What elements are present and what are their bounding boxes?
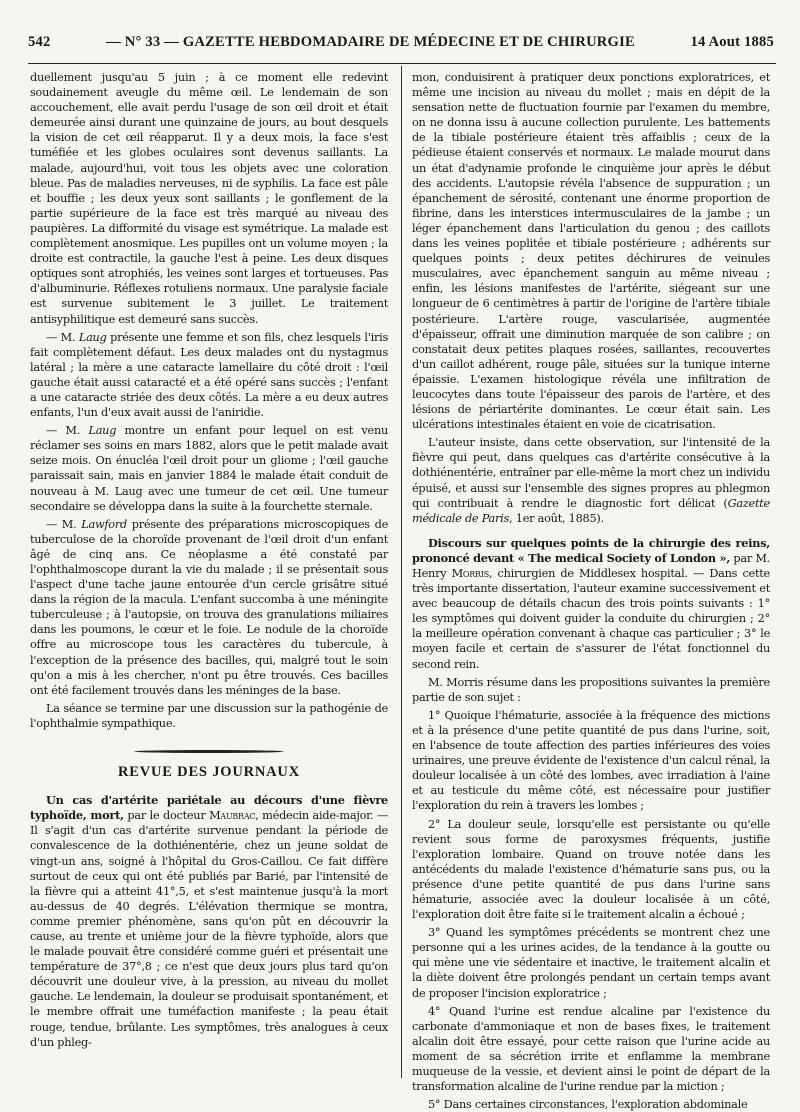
section-title: REVUE DES JOURNAUX [118, 764, 300, 781]
paragraph-body: présente des préparations microscopiques de tuberculose de la choroïde provenant de l'œil droit d'un enfant âgé de cinq ans. Ce néoplasme a été constaté par l'ophthalmoscope durant la vie du malade ; il se présentait sous l'aspect d'une tache jaune entourée d'un cercle grisâtre situé dans la région de la macula. L'enfant succomba à une méningite tuberculeuse ; à l'autopsie, on trouva des granulations miliaires dans les poumons, le cœur et le foie. Le nodule de la choroïde offre au microscope tous les caractères du tubercule, à l'exception de la présence des bacilles, qui, malgré tout le soin qu'on a mis à les chercher, n'ont pu être trouvés. Ces bacilles ont été facilement trouvés dans les méninges de la base. [30, 517, 389, 697]
byline-text: par M. Henry [412, 551, 770, 580]
paragraph: M. Morris résume dans les propositions suivantes la première partie de son sujet : [412, 675, 770, 704]
person-name: Laug [88, 424, 117, 438]
section-separator [134, 750, 284, 753]
list-item: 1° Quoique l'hématurie, associée à la fréquence des mictions et à la présence d'une petite quantité de pus dans l'urine, soit, en l'absence de toute affection des parties inférieures des voies urinaires, une preuve évidente de l'existence d'un calcul rénal, la douleur localisée à un côté des lombes, avec irradiation à l'aine et au testicule du même côté, est nécessaire pour justifier l'exploration du rein à travers les lombes ; [412, 708, 770, 813]
issue-date: 14 Aout 1885 [690, 34, 774, 50]
person-name: Lawford [81, 517, 127, 531]
paragraph-lead: — M. [46, 517, 82, 531]
list-item: 5° Dans certaines circonstances, l'exploration abdominale [428, 1098, 748, 1112]
list-item: 3° Quand les symptômes précédents se montrent chez une personne qui a les urines acides, de la tendance à la goutte ou qui mène une vie sédentaire et inactive, le traitement alcalin et la diète doivent être prolongés pendant un certain temps avant de proposer l'incision exploratrice ; [412, 926, 770, 1000]
paragraph: duellement jusqu'au 5 juin ; à ce moment elle redevint soudainement aveugle du même œil. Le lendemain de son accouchement, elle avait perdu l'usage de son œil droit et était demeurée ainsi durant une quinzaine de jours, au bout desquels la vision de cet œil réapparut. Il y a deux mois, la face s'est tuméfiée et les globes oculaires sont devenus saillants. La malade, aujourd'hui, voit tous les objets avec une coloration bleue. Pas de maladies nerveuses, ni de syphilis. La face est pâle et bouffie ; les deux yeux sont saillants ; le gonflement de la partie supérieure de la face est très marqué au niveau des paupières. La difformité du visage est symétrique. La malade est complètement anosmique. Les pupilles ont un volume moyen ; la droite est contractile, la gauche l'est à peine. Les deux disques optiques sont atrophiés, les veines sont larges et tortueuses. Pas d'albuminurie. Réflexes rotuliens normaux. Une paralysie faciale est survenue subitement le 3 juillet. Le traitement antisyphilitique est demeuré sans succès. [30, 71, 388, 326]
list-item: 4° Quand l'urine est rendue alcaline par l'existence du carbonate d'ammoniaque et non de bases fixes, le traitement alcalin doit être essayé, pour cette raison que l'urine acide au moment de sa sécrétion irrite et enflamme la membrane muqueuse de la vessie, et devient ainsi le point de départ de la transformation alcaline de l'urine rendue par la miction ; [412, 1004, 770, 1094]
paragraph-lead: — M. [46, 330, 79, 344]
paragraph-body: , médecin aide-major. — Il s'agit d'un cas d'artérite survenue pendant la période de convalescence de la dothiénentérie, chez un jeune soldat de vingt-un ans, soigné à l'hôpital du Gros-Caillou. Ce fait diffère surtout de ceux qui ont été publiés par Barié, par l'intensité de la fièvre qui a atteint 41°,5, et s'est maintenue jusqu'à la mort au-dessus de 40 degrés. L'élévation thermique se montra, comme premier phénomène, sans qu'on pût en découvrir la cause, au trente et unième jour de la fièvre typhoïde, alors que le malade pouvait être considéré comme guéri et présentait une température de 37°,8 ; ce n'est que deux jours plus tard qu'on découvrit une douleur vive, à la pression, au niveau du mollet gauche. Le lendemain, la douleur se produisait spontanément, et le membre offrait une tuméfaction manifeste ; la peau était rouge, tendue, brûlante. Les symptômes, très analogues à ceux d'un phleg- [30, 809, 389, 1049]
person-name: Laug [78, 330, 107, 344]
author-name: Maubrac [209, 809, 256, 823]
list-item: 2° La douleur seule, lorsqu'elle est persistante ou qu'elle revient sous forme de paroxysmes fréquents, justifie l'exploration lombaire. Quand on trouve notée dans les antécédents du malade l'existence d'hématurie sans pus, ou la présence d'une petite quantité de pus dans l'urine sans hématurie, associée avec la douleur localisée à un côté, l'exploration doit être faite si le traitement alcalin a échoué ; [412, 817, 770, 922]
paragraph-body: présente une femme et son fils, chez lesquels l'iris fait complètement défaut. Les deux malades ont du nystagmus latéral ; la mère a une cataracte lamellaire du côté droit : l'œil gauche était aussi cataracté et a été opéré sans succès ; l'enfant a une cataracte striée des deux côtés. La mère a eu deux autres enfants, l'un d'eux avait aussi de l'aniridie. [30, 330, 389, 420]
journal-title: — N° 33 — GAZETTE HEBDOMADAIRE DE MÉDECINE ET DE CHIRURGIE [106, 34, 635, 50]
paragraph [30, 330, 388, 421]
paragraph-lead: — M. [46, 424, 89, 438]
left-column [30, 70, 388, 1082]
byline-text: par le docteur [123, 809, 210, 823]
paragraph [412, 435, 770, 526]
header-rule [28, 63, 776, 64]
article-heading: Discours sur quelques points de la chirurgie des reins, prononcé devant « The medical Society of London », [412, 535, 770, 565]
article-paragraph [412, 536, 770, 672]
paragraph: La séance se termine par une discussion sur la pathogénie de l'ophthalmie sympathique. [30, 701, 388, 730]
paragraph [30, 517, 388, 698]
page-number: 542 [28, 34, 51, 50]
paragraph-body: L'auteur insiste, dans cette observation, sur l'intensité de la fièvre qui peut, dans quelques cas d'artérite consécutive à la dothiénentérie, entraîner par elle-même la mort chez un individu épuisé, et aussi sur l'ensemble des signes propres au phlegmon qui contribuait à rendre le diagnostic fort délicat ( [412, 436, 770, 510]
paragraph [30, 423, 388, 514]
author-name: Morris [451, 567, 489, 580]
paragraph-body: , chirurgien de Middlesex hospital. — Dans cette très importante dissertation, l'auteur examine successivement et avec beaucoup de détails chacun des trois points suivants : 1° les symptômes qui doivent guider la conduite du chirurgien ; 2° la meilleure opération convenant à chaque cas particulier ; 3° le moyen facile et certain de s'assurer de l'état fonctionnel du second rein. [412, 567, 770, 671]
paragraph: mon, conduisirent à pratiquer deux ponctions exploratrices, et même une incision au niveau du mollet ; mais en dépit de la sensation nette de fluctuation fournie par l'examen du membre, on ne donna issu à aucune collection purulente. Les battements de la tibiale postérieure étaient très affaiblis ; ceux de la pédieuse étaient conservés et normaux. Le malade mourut dans un état d'adynamie profonde le cinquième jour après le début des accidents. L'autopsie révéla l'absence de suppuration ; un épanchement de sérosité, contenant une énorme proportion de fibrine, dans les interstices intermusculaires de la jambe ; un léger épanchement dans l'articulation du genou ; des caillots dans les veines poplitée et tibiale postérieure ; adhérents sur quelques points ; deux petites déchirures de veinules musculaires, avec épanchement sanguin au même niveau ; enfin, les lésions manifestes de l'artérite, siégeant sur une longueur de 6 centimètres à partir de l'origine de l'artère tibiale postérieure. L'artère rouge, vascularisée, augmentée d'épaisseur, offrait une diminution marquée de son calibre ; on constatait deux petites plaques rosées, saillantes, recouvertes d'un caillot adhérent, rouge pâle, situées sur la tunique interne épaissie. L'examen histologique révéla une infiltration de leucocytes dans toute l'épaisseur des parois de l'artère, et des lésions de périartérite dominantes. Le cœur était sain. Les ulcérations intestinales étaient en voie de cicatrisation. [412, 71, 770, 432]
paragraph-body: montre un enfant pour lequel on est venu réclamer ses soins en mars 1882, alors que le petit malade avait seize mois. On énucléa l'œil droit pour un gliome ; l'œil gauche paraissait sain, mais en janvier 1884 le malade était conduit de nouveau à M. Laug avec une tumeur de cet œil. Une tumeur secondaire se développa dans la suite à la fourchette sternale. [30, 424, 389, 513]
article-heading: Un cas d'artérite pariétale au décours d'une fièvre typhoïde, mort, [30, 793, 388, 823]
article-paragraph [30, 793, 388, 1050]
running-header [28, 34, 774, 56]
paragraph-body: , 1er août, 1885). [509, 511, 604, 525]
right-column [412, 70, 770, 1112]
column-divider [401, 66, 402, 1078]
citation: Gazette médicale de Paris [412, 496, 770, 525]
